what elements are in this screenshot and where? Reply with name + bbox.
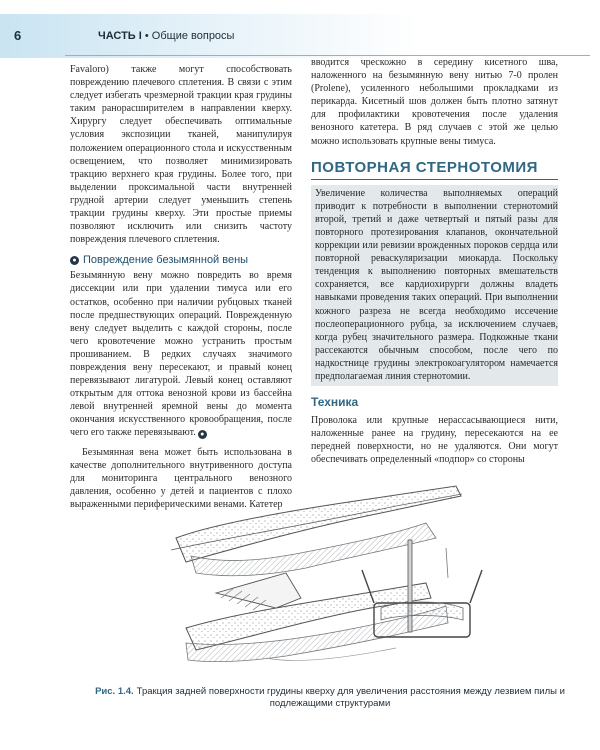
dot-bullet-icon: ● [70,256,79,265]
part-title: Общие вопросы [151,30,235,42]
left-paragraph-3: Безымянная вена может быть использована в качестве дополнительного внутривенного доступа для мониторинга центрального венозного давления, особенно у детей и пациентов с плохо выраженными периферическими венами. Катетер [70,446,292,510]
sternum-retraction-illustration [126,478,586,686]
end-mark-icon: ● [198,430,207,439]
right-paragraph-2: Проволока или крупные нерассасывающиеся нити, наложенные ранее на грудину, пересекаются на ее передней поверхности, но не удаляются. Они могут обеспечивать определенный «подпор» со стороны [311,415,558,466]
caption-text: Тракция задней поверхности грудины кверху для увеличения расстояния между лезвием пилы и подлежащими структурами [136,686,565,709]
running-header [98,30,234,42]
figure-caption [70,686,590,710]
right-column [311,56,558,466]
shaded-intro-box [311,185,558,386]
section-intro: Увеличение количества выполняемых операций приводит к потребности в выполнении стернотомий второй, третий и даже четвертый и пятый разы для повторного протезирования клапанов, окончательной коррекции или ревизии врожденных пороков сердца или повторной реваскуляризации миокарда. Поскольку тенденция к выполнению повторных вмешательств сохраняется, все кардиохирурги должны владеть навыками проведения таких операций. При выполнении кожного разреза не всегда необходимо иссечение послеоперационного рубца, за исключением случаев, когда рубец значительного размера. Подкожные ткани рассекаются обычным способом, после чего по надкостнице грудины электрокоагулятором намечается предполагаемая линия стернотомии. [315,187,558,382]
caption-label: Рис. 1.4. [95,686,134,697]
upper-sternum-drawing [171,486,462,576]
header-band [0,14,600,58]
left-paragraph-2: Безымянную вену можно повредить во время диссекции или при удалении тимуса или его остатков, особенно при наличии рубцовых тканей после предшествующих операций. Поврежденную вену следует выделить с каждой стороны, после чего кровотечение можно устранить простым прошиванием. В редких случаях значимого повреждения вену пересекают, и правый конец перевязывают лигатурой. Левый конец оставляют открытым для оттока венозной крови из бассейна левой внутренней яремной вены до момента окончания искусственного кровообращения, после чего его также перевязывают. [70,270,292,439]
left-column [70,63,292,511]
section-heading: ПОВТОРНАЯ СТЕРНОТОМИЯ [311,159,558,180]
header-separator: • [144,30,149,42]
subsection-title: Повреждение безымянной вены [83,254,249,267]
technique-heading: Техника [311,395,359,410]
left-paragraph-2-wrapper [70,269,292,439]
right-paragraph-1: вводится чрескожно в середину кисетного шва, наложенного на безымянную вену нитью 7-0 пролен (Prolene), усиленного небольшими прокладками из перикарда. Кисетный шов должен быть плотно затянут для профилактики кровотечения после удаления венозного катетера. В ряд случаев с этой же целью можно использовать крупные вены тимуса. [311,57,558,147]
part-label: ЧАСТЬ I [98,30,142,42]
subsection-heading [70,254,292,266]
page-number: 6 [14,28,22,43]
left-paragraph-1: Favaloro) также могут способствовать повреждению плечевого сплетения. В связи с этим следует избегать чрезмерной тракции края грудины таким ранорасширителем в направлении кверху. Хирургу следует обеспечивать оптимальные условия экспозиции тканей, манипулируя положением операционного стола и искусственным освещением, что позволяет минимизировать тракцию верхнего края грудины. Более того, при выделении проксимальной части внутренней грудной артерии следует уменьшить степень тракции грудины кверху. Эти простые приемы позволяют исключить или снизить частоту повреждения плечевого сплетения. [70,64,292,246]
figure-illustration [126,478,586,686]
